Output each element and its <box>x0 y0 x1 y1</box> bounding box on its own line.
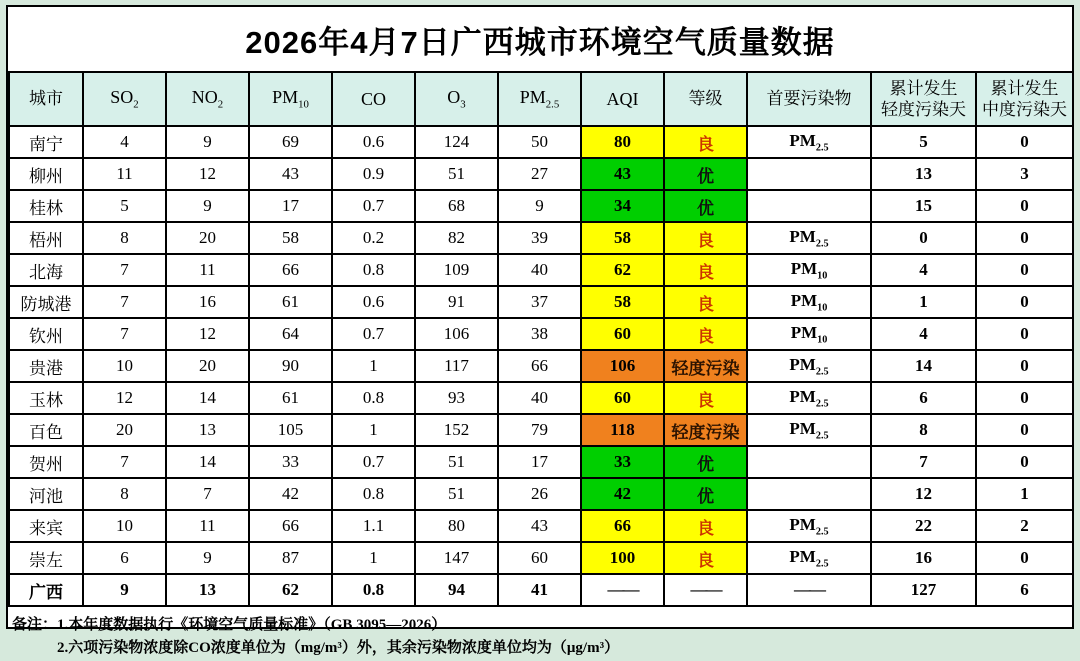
city-name: 钦州 <box>9 318 83 350</box>
no2-value: 13 <box>166 574 249 606</box>
so2-value: 7 <box>83 318 166 350</box>
aqi-value: 66 <box>581 510 664 542</box>
mid-pollution-days: 3 <box>976 158 1073 190</box>
o3-value: 106 <box>415 318 498 350</box>
light-pollution-days: 4 <box>871 254 976 286</box>
light-pollution-days: 8 <box>871 414 976 446</box>
no2-value: 9 <box>166 542 249 574</box>
pm10-value: 87 <box>249 542 332 574</box>
aqi-value: 100 <box>581 542 664 574</box>
o3-value: 117 <box>415 350 498 382</box>
so2-value: 12 <box>83 382 166 414</box>
light-pollution-days: 13 <box>871 158 976 190</box>
light-pollution-days: 4 <box>871 318 976 350</box>
pm10-value: 42 <box>249 478 332 510</box>
pm25-value: 40 <box>498 382 581 414</box>
pm10-value: 43 <box>249 158 332 190</box>
column-header-7: AQI <box>581 72 664 126</box>
table-row-来宾 <box>9 510 1073 542</box>
column-header-3: $PM_{10}$ <box>249 72 332 126</box>
o3-value: 152 <box>415 414 498 446</box>
no2-value: 20 <box>166 222 249 254</box>
pm25-value: 9 <box>498 190 581 222</box>
mid-pollution-days: 6 <box>976 574 1073 606</box>
light-pollution-days: 14 <box>871 350 976 382</box>
aqi-value: 60 <box>581 318 664 350</box>
city-name: 百色 <box>9 414 83 446</box>
light-pollution-days: 127 <box>871 574 976 606</box>
mid-pollution-days: 1 <box>976 478 1073 510</box>
notes-label: 备注： <box>12 617 58 633</box>
so2-value: 4 <box>83 126 166 158</box>
pm25-value: 50 <box>498 126 581 158</box>
co-value: 1 <box>332 542 415 574</box>
city-name: 贺州 <box>9 446 83 478</box>
table-header <box>9 72 1073 126</box>
column-header-0: 城市 <box>9 72 83 126</box>
table-row-柳州 <box>9 158 1073 190</box>
co-value: 0.6 <box>332 286 415 318</box>
o3-value: 94 <box>415 574 498 606</box>
pm10-value: 90 <box>249 350 332 382</box>
no2-value: 11 <box>166 254 249 286</box>
column-header-9: 首要污染物 <box>747 72 871 126</box>
light-pollution-days: 22 <box>871 510 976 542</box>
o3-value: 51 <box>415 446 498 478</box>
light-pollution-days: 12 <box>871 478 976 510</box>
so2-value: 11 <box>83 158 166 190</box>
note-line-1: 1.本年度数据执行《环境空气质量标准》（GB 3095—2026） <box>57 617 447 633</box>
column-header-10: 累计发生 轻度污染天 <box>871 72 976 126</box>
table-row-梧州 <box>9 222 1073 254</box>
primary-pollutant: $PM_{2.5}$ <box>747 126 871 158</box>
table-row-玉林 <box>9 382 1073 414</box>
co-value: 1 <box>332 350 415 382</box>
grade-value: 轻度污染 <box>664 414 747 446</box>
table-row-百色 <box>9 414 1073 446</box>
pm10-value: 62 <box>249 574 332 606</box>
city-name: 梧州 <box>9 222 83 254</box>
aqi-value: 58 <box>581 222 664 254</box>
column-header-4: CO <box>332 72 415 126</box>
o3-value: 93 <box>415 382 498 414</box>
city-name: 北海 <box>9 254 83 286</box>
grade-value: 良 <box>664 382 747 414</box>
city-name: 崇左 <box>9 542 83 574</box>
aqi-value: 62 <box>581 254 664 286</box>
no2-value: 12 <box>166 158 249 190</box>
column-header-1: $SO_2$ <box>83 72 166 126</box>
grade-value: 良 <box>664 510 747 542</box>
grade-value: 优 <box>664 158 747 190</box>
o3-value: 68 <box>415 190 498 222</box>
grade-value: 优 <box>664 190 747 222</box>
aqi-value: 34 <box>581 190 664 222</box>
co-value: 1.1 <box>332 510 415 542</box>
pm10-value: 61 <box>249 286 332 318</box>
so2-value: 9 <box>83 574 166 606</box>
no2-value: 12 <box>166 318 249 350</box>
primary-pollutant: $PM_{2.5}$ <box>747 222 871 254</box>
pm10-value: 105 <box>249 414 332 446</box>
notes-section <box>8 607 1072 661</box>
city-name: 贵港 <box>9 350 83 382</box>
light-pollution-days: 7 <box>871 446 976 478</box>
city-name: 桂林 <box>9 190 83 222</box>
so2-value: 7 <box>83 446 166 478</box>
city-name: 柳州 <box>9 158 83 190</box>
pm10-value: 33 <box>249 446 332 478</box>
pm25-value: 37 <box>498 286 581 318</box>
pm25-value: 40 <box>498 254 581 286</box>
primary-pollutant: $PM_{2.5}$ <box>747 542 871 574</box>
co-value: 0.9 <box>332 158 415 190</box>
pm25-value: 39 <box>498 222 581 254</box>
co-value: 0.2 <box>332 222 415 254</box>
primary-pollutant <box>747 158 871 190</box>
so2-value: 8 <box>83 478 166 510</box>
aqi-value: 106 <box>581 350 664 382</box>
pm25-value: 38 <box>498 318 581 350</box>
pm25-value: 27 <box>498 158 581 190</box>
header-row <box>9 72 1073 126</box>
light-pollution-days: 5 <box>871 126 976 158</box>
light-pollution-days: 0 <box>871 222 976 254</box>
aqi-value: 43 <box>581 158 664 190</box>
co-value: 0.7 <box>332 190 415 222</box>
no2-value: 14 <box>166 382 249 414</box>
pm25-value: 66 <box>498 350 581 382</box>
aqi-value: 58 <box>581 286 664 318</box>
no2-value: 13 <box>166 414 249 446</box>
primary-pollutant <box>747 446 871 478</box>
table-row-河池 <box>9 478 1073 510</box>
primary-pollutant: $PM_{2.5}$ <box>747 350 871 382</box>
mid-pollution-days: 0 <box>976 350 1073 382</box>
pm25-value: 41 <box>498 574 581 606</box>
pm25-value: 43 <box>498 510 581 542</box>
table-row-贵港 <box>9 350 1073 382</box>
aqi-value: 60 <box>581 382 664 414</box>
aqi-value: 33 <box>581 446 664 478</box>
table-row-钦州 <box>9 318 1073 350</box>
mid-pollution-days: 0 <box>976 382 1073 414</box>
report-title: 2026年4月7日广西城市环境空气质量数据 <box>245 24 835 60</box>
mid-pollution-days: 0 <box>976 126 1073 158</box>
so2-value: 5 <box>83 190 166 222</box>
o3-value: 124 <box>415 126 498 158</box>
city-name: 玉林 <box>9 382 83 414</box>
co-value: 0.6 <box>332 126 415 158</box>
o3-value: 82 <box>415 222 498 254</box>
co-value: 0.8 <box>332 382 415 414</box>
pm10-value: 66 <box>249 510 332 542</box>
so2-value: 10 <box>83 350 166 382</box>
city-name: 南宁 <box>9 126 83 158</box>
mid-pollution-days: 0 <box>976 190 1073 222</box>
no2-value: 20 <box>166 350 249 382</box>
grade-value: 良 <box>664 542 747 574</box>
mid-pollution-days: 0 <box>976 446 1073 478</box>
mid-pollution-days: 0 <box>976 222 1073 254</box>
note-line-2: 2.六项污染物浓度除CO浓度单位为（mg/m³）外，其余污染物浓度单位均为（μg/m³） <box>57 640 620 657</box>
co-value: 0.7 <box>332 446 415 478</box>
grade-value: 良 <box>664 222 747 254</box>
mid-pollution-days: 0 <box>976 542 1073 574</box>
primary-pollutant: $PM_{10}$ <box>747 318 871 350</box>
grade-value: 良 <box>664 286 747 318</box>
pm10-value: 61 <box>249 382 332 414</box>
table-body <box>9 126 1073 606</box>
o3-value: 80 <box>415 510 498 542</box>
city-name: 河池 <box>9 478 83 510</box>
aqi-value: 80 <box>581 126 664 158</box>
primary-pollutant: $PM_{2.5}$ <box>747 414 871 446</box>
primary-pollutant <box>747 478 871 510</box>
light-pollution-days: 1 <box>871 286 976 318</box>
pm25-value: 79 <box>498 414 581 446</box>
grade-value: 良 <box>664 254 747 286</box>
table-row-贺州 <box>9 446 1073 478</box>
light-pollution-days: 6 <box>871 382 976 414</box>
no2-value: 14 <box>166 446 249 478</box>
so2-value: 20 <box>83 414 166 446</box>
grade-value: 轻度污染 <box>664 350 747 382</box>
city-name: 防城港 <box>9 286 83 318</box>
table-row-广西 <box>9 574 1073 606</box>
grade-value: 良 <box>664 318 747 350</box>
pm10-value: 58 <box>249 222 332 254</box>
city-name: 广西 <box>9 574 83 606</box>
primary-pollutant <box>747 190 871 222</box>
so2-value: 8 <box>83 222 166 254</box>
so2-value: 7 <box>83 286 166 318</box>
grade-value: 优 <box>664 446 747 478</box>
so2-value: 7 <box>83 254 166 286</box>
o3-value: 91 <box>415 286 498 318</box>
mid-pollution-days: 0 <box>976 414 1073 446</box>
table-row-北海 <box>9 254 1073 286</box>
pm25-value: 26 <box>498 478 581 510</box>
o3-value: 109 <box>415 254 498 286</box>
notes-lines <box>57 614 1070 661</box>
o3-value: 147 <box>415 542 498 574</box>
table-row-桂林 <box>9 190 1073 222</box>
no2-value: 7 <box>166 478 249 510</box>
no2-value: 9 <box>166 126 249 158</box>
o3-value: 51 <box>415 158 498 190</box>
co-value: 0.8 <box>332 254 415 286</box>
column-header-8: 等级 <box>664 72 747 126</box>
column-header-11: 累计发生 中度污染天 <box>976 72 1073 126</box>
report-sheet <box>6 5 1074 657</box>
light-pollution-days: 16 <box>871 542 976 574</box>
column-header-2: $NO_2$ <box>166 72 249 126</box>
grade-value: 良 <box>664 126 747 158</box>
co-value: 0.8 <box>332 478 415 510</box>
table-row-南宁 <box>9 126 1073 158</box>
pm25-value: 60 <box>498 542 581 574</box>
pm25-value: 17 <box>498 446 581 478</box>
aqi-value: —— <box>581 574 664 606</box>
co-value: 0.8 <box>332 574 415 606</box>
aqi-value: 118 <box>581 414 664 446</box>
mid-pollution-days: 0 <box>976 254 1073 286</box>
pm10-value: 64 <box>249 318 332 350</box>
no2-value: 9 <box>166 190 249 222</box>
primary-pollutant: $PM_{2.5}$ <box>747 510 871 542</box>
grade-value: 优 <box>664 478 747 510</box>
co-value: 1 <box>332 414 415 446</box>
column-header-6: $PM_{2.5}$ <box>498 72 581 126</box>
pm10-value: 69 <box>249 126 332 158</box>
table-row-崇左 <box>9 542 1073 574</box>
light-pollution-days: 15 <box>871 190 976 222</box>
primary-pollutant: $PM_{10}$ <box>747 286 871 318</box>
primary-pollutant: $PM_{2.5}$ <box>747 382 871 414</box>
o3-value: 51 <box>415 478 498 510</box>
city-name: 来宾 <box>9 510 83 542</box>
column-header-5: $O_3$ <box>415 72 498 126</box>
table-row-防城港 <box>9 286 1073 318</box>
grade-value: —— <box>664 574 747 606</box>
aqi-table <box>8 71 1074 607</box>
pm10-value: 17 <box>249 190 332 222</box>
mid-pollution-days: 2 <box>976 510 1073 542</box>
so2-value: 6 <box>83 542 166 574</box>
no2-value: 16 <box>166 286 249 318</box>
pm10-value: 66 <box>249 254 332 286</box>
no2-value: 11 <box>166 510 249 542</box>
co-value: 0.7 <box>332 318 415 350</box>
mid-pollution-days: 0 <box>976 286 1073 318</box>
mid-pollution-days: 0 <box>976 318 1073 350</box>
primary-pollutant: $PM_{10}$ <box>747 254 871 286</box>
primary-pollutant: —— <box>747 574 871 606</box>
so2-value: 10 <box>83 510 166 542</box>
aqi-value: 42 <box>581 478 664 510</box>
